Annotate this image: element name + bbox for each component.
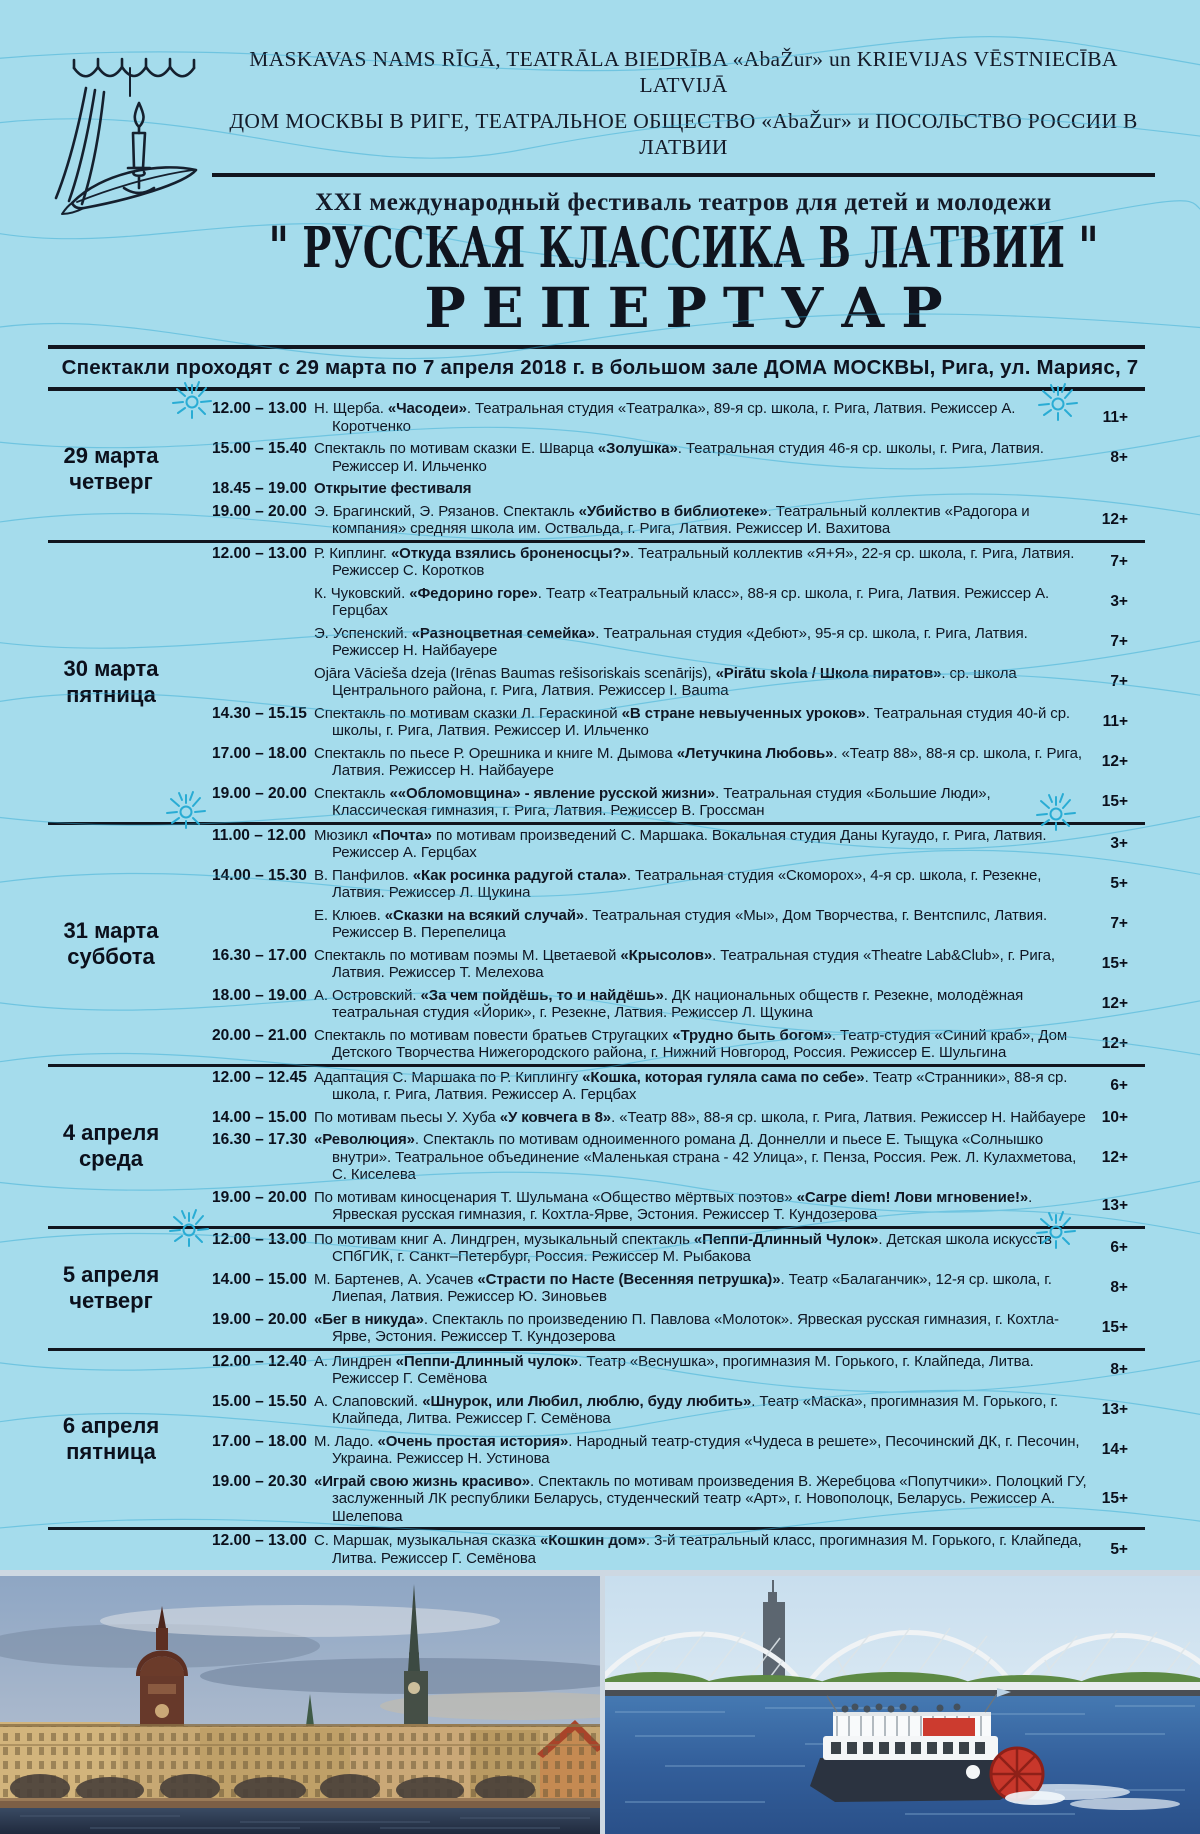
- day-date: 4 апреля: [62, 1120, 160, 1145]
- session-description: А. Слаповский. «Шнурок, или Любил, люблю, буду любить». Театр «Маска», прогимназия М. Горького, г. Клайпеда, Литва. Режиссер Г. Семёнова: [314, 1392, 1059, 1427]
- day-rows: [212, 1067, 1200, 1226]
- age-rating-badge: 15+: [1101, 1319, 1128, 1337]
- session-time: 14.00 – 15.00: [212, 1270, 307, 1288]
- session-time: 18.00 – 19.00: [212, 986, 307, 1004]
- day-section-5: [0, 1229, 1200, 1348]
- age-rating-badge: 8+: [1110, 448, 1128, 466]
- session-row: [212, 545, 1200, 580]
- session-description: Э. Успенский. «Разноцветная семейка». Театральная студия «Дебют», 95-я ср. школа, г. Рига, Латвия. Режиссер Н. Найбауере: [314, 624, 1028, 659]
- session-time: 19.00 – 20.00: [212, 1310, 307, 1328]
- session-time: 16.30 – 17.30: [212, 1131, 307, 1148]
- age-rating-badge: 12+: [1101, 753, 1128, 771]
- session-description: Спектакль по пьесе Р. Орешника и книге М. Дымова «Летучкина Любовь». «Театр 88», 88-я ср. школа, г. Рига, Латвия. Режиссер Н. Найбауере: [314, 744, 1082, 779]
- day-section-4: [0, 1067, 1200, 1226]
- session-time: 15.00 – 15.50: [212, 1392, 307, 1410]
- session-row: [212, 987, 1200, 1022]
- age-rating-badge: 7+: [1110, 673, 1128, 691]
- age-rating-badge: 5+: [1110, 875, 1128, 893]
- day-weekday: пятница: [66, 682, 156, 707]
- festival-subtitle: XXI международный фестиваль театров для детей и молодежи: [315, 189, 1052, 216]
- day-rows: [212, 543, 1200, 822]
- day-weekday: пятница: [66, 1438, 156, 1464]
- age-rating-badge: 8+: [1110, 1279, 1128, 1297]
- session-description: Спектакль по мотивам поэмы М. Цветаевой «Крысолов». Театральная студия «Theatre Lab&Club», г. Рига, Латвия. Режиссер Т. Мелехова: [314, 946, 1055, 981]
- session-time: 14.00 – 15.30: [212, 866, 307, 884]
- session-row: [212, 1189, 1200, 1224]
- session-row: [212, 1131, 1200, 1184]
- day-weekday: четверг: [69, 468, 153, 494]
- day-section-2: [0, 543, 1200, 822]
- repertoire-heading: РЕПЕРТУАР: [424, 275, 959, 340]
- session-row: [212, 440, 1200, 475]
- divider: [48, 345, 1145, 349]
- venue-line: Спектакли проходят с 29 марта по 7 апреля 2018 г. в большом зале ДОМА МОСКВЫ, Рига, ул. Марияс, 7: [61, 356, 1139, 379]
- day-date: 29 марта: [63, 442, 159, 468]
- session-description: Н. Щерба. «Часодеи». Театральная студия «Театралка», 89-я ср. школа, г. Рига, Латвия. Режиссер А. Коротченко: [314, 400, 1016, 435]
- age-rating-badge: 13+: [1101, 1197, 1128, 1215]
- age-rating-badge: 7+: [1110, 633, 1128, 651]
- organizers-line-russian: ДОМ МОСКВЫ В РИГЕ, ТЕАТРАЛЬНОЕ ОБЩЕСТВО «AbaŽur» и ПОСОЛЬСТВО РОССИИ В ЛАТВИИ: [229, 109, 1138, 159]
- session-row: [212, 480, 1200, 498]
- age-rating-badge: 6+: [1110, 1239, 1128, 1257]
- schedule: [0, 398, 1200, 1620]
- age-rating-badge: 15+: [1101, 1490, 1128, 1507]
- day-label: [0, 918, 212, 970]
- session-row: [212, 1027, 1200, 1062]
- session-row: [212, 745, 1200, 780]
- age-rating-badge: 11+: [1102, 713, 1128, 731]
- day-label: [0, 1413, 212, 1465]
- session-row: [212, 1311, 1200, 1346]
- session-row: [212, 1433, 1200, 1468]
- day-section-1: [0, 398, 1200, 540]
- day-rows: [212, 398, 1200, 540]
- age-rating-badge: 15+: [1101, 793, 1128, 811]
- session-row: [212, 1271, 1200, 1306]
- age-rating-badge: 12+: [1101, 1148, 1128, 1166]
- day-rows: [212, 1229, 1200, 1348]
- day-date: 30 марта: [63, 656, 159, 681]
- age-rating-badge: 14+: [1101, 1441, 1128, 1459]
- age-rating-badge: 7+: [1110, 915, 1128, 933]
- age-rating-badge: 7+: [1110, 553, 1128, 571]
- session-time: 15.00 – 15.40: [212, 440, 307, 457]
- age-rating-badge: 3+: [1110, 835, 1128, 853]
- photo-strip: [0, 1570, 1200, 1834]
- session-description: Р. Киплинг. «Откуда взялись броненосцы?». Театральный коллектив «Я+Я», 22-я ср. школа, г. Рига, Латвия. Режиссер С. Коротков: [314, 544, 1075, 579]
- session-description: Э. Брагинский, Э. Рязанов. Спектакль «Убийство в библиотеке». Театральный коллектив «Радогора и компания» средняя школа им. Оствальда, г. Рига, Латвия. Режиссер И. Вахитова: [314, 502, 1030, 537]
- session-row: [212, 1109, 1200, 1127]
- day-date: 6 апреля: [62, 1412, 160, 1438]
- age-rating-badge: 15+: [1101, 955, 1128, 973]
- age-rating-badge: 12+: [1101, 1035, 1128, 1053]
- session-time: 12.00 – 13.00: [212, 400, 307, 417]
- session-description: По мотивам книг А. Линдгрен, музыкальный спектакль «Пеппи-Длинный Чулок». Детская школа искусств СПбГИК, г. Санкт–Петербург, Россия. Режиссер М. Рыбакова: [314, 1230, 1052, 1265]
- age-rating-badge: 10+: [1101, 1108, 1128, 1126]
- session-row: [212, 1353, 1200, 1388]
- session-time: 17.00 – 18.00: [212, 744, 307, 762]
- session-description: К. Чуковский. «Федорино горе». Театр «Театральный класс», 88-я ср. школа, г. Рига, Латвия. Режиссер А. Герцбах: [314, 584, 1050, 619]
- age-rating-badge: 12+: [1101, 995, 1128, 1013]
- day-date: 31 марта: [63, 918, 159, 943]
- session-time: 18.45 – 19.00: [212, 480, 307, 497]
- session-description: А. Островский. «За чем пойдёшь, то и найдёшь». ДК национальных обществ г. Резекне, молодёжная театральная студия «Йорик», г. Резекне, Латвия. Режиссер Л. Щукина: [314, 986, 1024, 1021]
- session-time: 19.00 – 20.30: [212, 1472, 307, 1490]
- festival-title: " РУССКАЯ КЛАССИКА В ЛАТВИИ ": [268, 215, 1099, 281]
- session-row: [212, 785, 1200, 820]
- day-section-6: [0, 1351, 1200, 1528]
- session-row: [212, 1069, 1200, 1104]
- day-rows: [212, 1351, 1200, 1528]
- session-description: Е. Клюев. «Сказки на всякий случай». Театральная студия «Мы», Дом Творчества, г. Вентспилс, Латвия. Режиссер В. Перепелица: [314, 906, 1048, 941]
- age-rating-badge: 5+: [1110, 1540, 1128, 1558]
- age-rating-badge: 3+: [1110, 593, 1128, 611]
- session-time: 12.00 – 12.45: [212, 1068, 307, 1086]
- session-time: 17.00 – 18.00: [212, 1432, 307, 1450]
- session-description: В. Панфилов. «Как росинка радугой стала». Театральная студия «Скоморох», 4-я ср. школа, г. Резекне, Латвия. Режиссер Л. Щукина: [314, 866, 1042, 901]
- session-row: [212, 1393, 1200, 1428]
- session-row: [212, 1231, 1200, 1266]
- poster-header: [212, 46, 1155, 338]
- session-description: Мюзикл «Почта» по мотивам произведений С. Маршака. Вокальная студия Даны Кугаудо, г. Рига, Латвия. Режиссер А. Герцбах: [314, 826, 1047, 861]
- session-description: Спектакль ««Обломовщина» - явление русской жизни». Театральная студия «Большие Люди», Классическая гимназия, г. Рига, Латвия. Режиссер В. Гроссман: [314, 784, 991, 819]
- day-label: [0, 1120, 212, 1172]
- riga-skyline-photo: [0, 1576, 600, 1834]
- curtain-candle-quill-icon: [44, 48, 216, 218]
- session-description: М. Бартенев, А. Усачев «Страсти по Насте (Весенняя петрушка)». Театр «Балаганчик», 12-я ср. школа, г. Лиепая, Латвия. Режиссер Ю. Зиновьев: [314, 1270, 1052, 1305]
- day-label: [0, 656, 212, 708]
- session-time: 12.00 – 13.00: [212, 544, 307, 562]
- session-description: «Играй свою жизнь красиво». Спектакль по мотивам произведения В. Жеребцова «Попутчики». Полоцкий ГУ, заслуженный ЛК республики Беларусь, студенческий театр «Арт», г. Новополоцк, Беларусь. Режиссер А. Шелепова: [314, 1472, 1087, 1525]
- day-weekday: четверг: [69, 1288, 153, 1313]
- header-divider: [212, 173, 1155, 177]
- age-rating-badge: 6+: [1110, 1077, 1128, 1095]
- session-time: 14.00 – 15.00: [212, 1108, 307, 1126]
- session-time: 16.30 – 17.00: [212, 946, 307, 964]
- session-row: [212, 827, 1200, 862]
- session-time: 19.00 – 20.00: [212, 1188, 307, 1206]
- age-rating-badge: 11+: [1102, 408, 1128, 426]
- session-description: Спектакль по мотивам сказки Е. Шварца «Золушка». Театральная студия 46-я ср. школы, г. Рига, Латвия. Режиссер И. Ильченко: [314, 440, 1044, 475]
- session-time: 12.00 – 13.00: [212, 1532, 307, 1549]
- session-time: 11.00 – 12.00: [212, 826, 306, 844]
- session-description: «Бег в никуда». Спектакль по произведению П. Павлова «Молоток». Ярвеская русская гимназия, г. Кохтла-Ярве, Эстония. Режиссер Т. Кундозерова: [314, 1310, 1059, 1345]
- session-time: 19.00 – 20.00: [212, 784, 307, 802]
- age-rating-badge: 8+: [1110, 1361, 1128, 1379]
- age-rating-badge: 12+: [1101, 511, 1128, 529]
- day-date: 5 апреля: [62, 1262, 160, 1287]
- divider: [48, 387, 1145, 391]
- session-description: С. Маршак, музыкальная сказка «Кошкин дом». 3-й театральный класс, прогимназия М. Горького, г. Клайпеда, Литва. Режиссер Г. Семёнова: [314, 1532, 1082, 1567]
- riga-railway-bridge-photo: [605, 1576, 1200, 1834]
- session-description: По мотивам пьесы У. Хуба «У ковчега в 8». «Театр 88», 88-я ср. школа, г. Рига, Латвия. Режиссер Н. Найбауере: [314, 1108, 1086, 1126]
- session-row: [212, 867, 1200, 902]
- session-description: М. Ладо. «Очень простая история». Народный театр-студия «Чудеса в решете», Песочинский ДК, г. Песочин, Украина. Режиссер Н. Устинова: [314, 1432, 1080, 1467]
- day-rows: [212, 825, 1200, 1064]
- age-rating-badge: 13+: [1101, 1401, 1128, 1419]
- session-description: Спектакль по мотивам сказки Л. Гераскиной «В стране невыученных уроков». Театральная студия 40-й ср. школы, г. Рига, Латвия. Режиссер И. Ильченко: [314, 704, 1071, 739]
- session-row: [212, 665, 1200, 700]
- day-weekday: суббота: [67, 944, 155, 969]
- session-description: По мотивам киносценария Т. Шульмана «Общество мёртвых поэтов» «Carpe diem! Лови мгновение!». Ярвеская русская гимназия, г. Кохтла-Ярве, Эстония. Режиссер Т. Кундозерова: [314, 1188, 1033, 1223]
- session-description: «Революция». Спектакль по мотивам одноименного романа Д. Доннелли и пьесе Е. Тыщука «Солнышко внутри». Театральное объединение «Маленькая страна - 42 Улица», г. Пенза, Россия. Реж. Л. Кулахметова, С. Киселева: [314, 1131, 1077, 1183]
- session-description: А. Линдрен «Пеппи-Длинный чулок». Театр «Веснушка», прогимназия М. Горького, г. Клайпеда, Литва. Режиссер Г. Семёнова: [314, 1352, 1034, 1387]
- session-row: [212, 503, 1200, 538]
- organizers-line-latvian: MASKAVAS NAMS RĪGĀ, TEATRĀLA BIEDRĪBA «AbaŽur» un KRIEVIJAS VĒSTNIECĪBA LATVIJĀ: [249, 47, 1118, 97]
- day-label: [0, 1262, 212, 1314]
- session-time: 19.00 – 20.00: [212, 502, 307, 520]
- session-time: 20.00 – 21.00: [212, 1026, 307, 1044]
- session-description: Ojāra Vācieša dzeja (Irēnas Baumas rešisoriskais scenārijs), «Pirātu skola / Школа пиратов». ср. школа Центрального района, г. Рига, Латвия. Режиссер I. Bauma: [314, 664, 1017, 699]
- session-time: 12.00 – 12.40: [212, 1352, 307, 1370]
- day-section-3: [0, 825, 1200, 1064]
- session-description: Спектакль по мотивам повести братьев Стругацких «Трудно быть богом». Театр-студия «Синий краб», Дом Детского Творчества Нижегородского района, г. Нижний Новгород, Россия. Режиссер Е. Шульгина: [314, 1026, 1068, 1061]
- session-time: 14.30 – 15.15: [212, 704, 307, 722]
- session-row: [212, 1473, 1200, 1526]
- session-row: [212, 400, 1200, 435]
- session-row: [212, 907, 1200, 942]
- session-row: [212, 947, 1200, 982]
- session-time: 12.00 – 13.00: [212, 1230, 307, 1248]
- session-row: [212, 705, 1200, 740]
- day-weekday: среда: [78, 1146, 144, 1171]
- session-row: [212, 1532, 1200, 1567]
- session-description: Адаптация С. Маршака по Р. Киплингу «Кошка, которая гуляла сама по себе». Театр «Странники», 88-я ср. школа, г. Рига, Латвия. Режиссер А. Герцбах: [314, 1068, 1068, 1103]
- day-label: [0, 443, 212, 495]
- session-row: [212, 625, 1200, 660]
- session-description: Открытие фестиваля: [314, 480, 472, 497]
- session-row: [212, 585, 1200, 620]
